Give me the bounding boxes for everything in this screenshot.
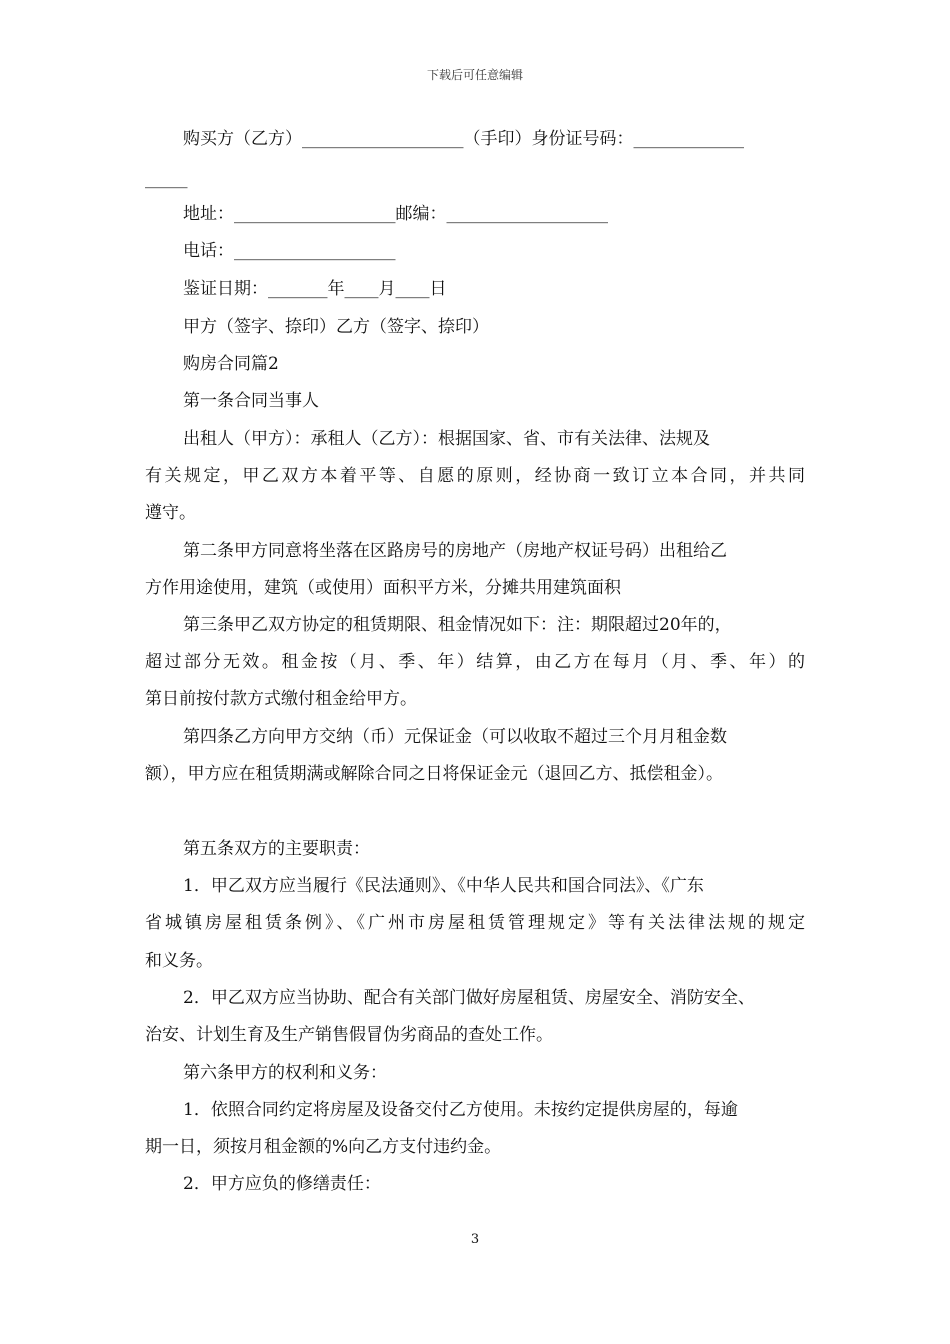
article-6-item-2-line-1: 2．甲方应负的修缮责任： [183, 1174, 381, 1194]
article-1-text-line-1: 出租人（甲方）：承租人（乙方）：根据国家、省、市有关法律、法规及 [183, 429, 710, 449]
page-header-note: 下载后可任意编辑 [426, 68, 523, 82]
verification-date-line: 鉴证日期：_______年____月____日 [183, 279, 447, 299]
article-3-line-3: 第日前按付款方式缴付租金给甲方。 [145, 689, 417, 709]
party-signatures-line: 甲方（签字、捺印）乙方（签字、捺印） [183, 317, 489, 337]
article-3-line-1: 第三条甲乙双方协定的租赁期限、租金情况如下：注：期限超过20年的， [183, 615, 732, 635]
article-2-line-2: 方作用途使用，建筑（或使用）面积平方米，分摊共用建筑面积 [145, 578, 621, 598]
article-5-item-1-line-3: 和义务。 [145, 951, 213, 971]
page-number: 3 [470, 1232, 480, 1247]
article-5-item-2-line-2: 治安、计划生育及生产销售假冒伪劣商品的查处工作。 [145, 1025, 553, 1045]
article-1-heading: 第一条合同当事人 [183, 391, 319, 411]
article-2-line-1: 第二条甲方同意将坐落在区路房号的房地产（房地产权证号码）出租给乙 [183, 541, 727, 561]
article-5-heading: 第五条双方的主要职责： [183, 839, 370, 859]
buyer-id-continuation-line: _____ [145, 169, 188, 189]
section-title: 购房合同篇2 [183, 354, 279, 374]
article-6-heading: 第六条甲方的权利和义务： [183, 1063, 387, 1083]
article-5-item-1-line-2: 省城镇房屋租赁条例》、《广州市房屋租赁管理规定》等有关法律法规的规定 [145, 913, 805, 933]
article-1-text-line-3: 遵守。 [145, 503, 196, 523]
article-6-item-1-line-1: 1．依照合同约定将房屋及设备交付乙方使用。未按约定提供房屋的，每逾 [183, 1100, 738, 1120]
article-3-line-2: 超过部分无效。租金按（月、季、年）结算，由乙方在每月（月、季、年）的 [145, 652, 805, 672]
buyer-signature-line: 购买方（乙方）___________________（手印）身份证号码：_____________ [183, 129, 744, 149]
article-6-item-1-line-2: 期一日，须按月租金额的%向乙方支付违约金。 [145, 1137, 502, 1157]
article-4-line-2: 额），甲方应在租赁期满或解除合同之日将保证金元（退回乙方、抵偿租金）。 [145, 764, 723, 784]
phone-line: 电话：___________________ [183, 241, 396, 261]
article-4-line-1: 第四条乙方向甲方交纳（币）元保证金（可以收取不超过三个月月租金数 [183, 727, 727, 747]
article-1-text-line-2: 有关规定，甲乙双方本着平等、自愿的原则，经协商一致订立本合同，并共同 [145, 466, 805, 486]
article-5-item-1-line-1: 1．甲乙双方应当履行《民法通则》、《中华人民共和国合同法》、《广东 [183, 876, 704, 896]
address-postcode-line: 地址：___________________邮编：___________________ [183, 204, 608, 224]
article-5-item-2-line-1: 2．甲乙双方应当协助、配合有关部门做好房屋租赁、房屋安全、消防安全、 [183, 988, 755, 1008]
